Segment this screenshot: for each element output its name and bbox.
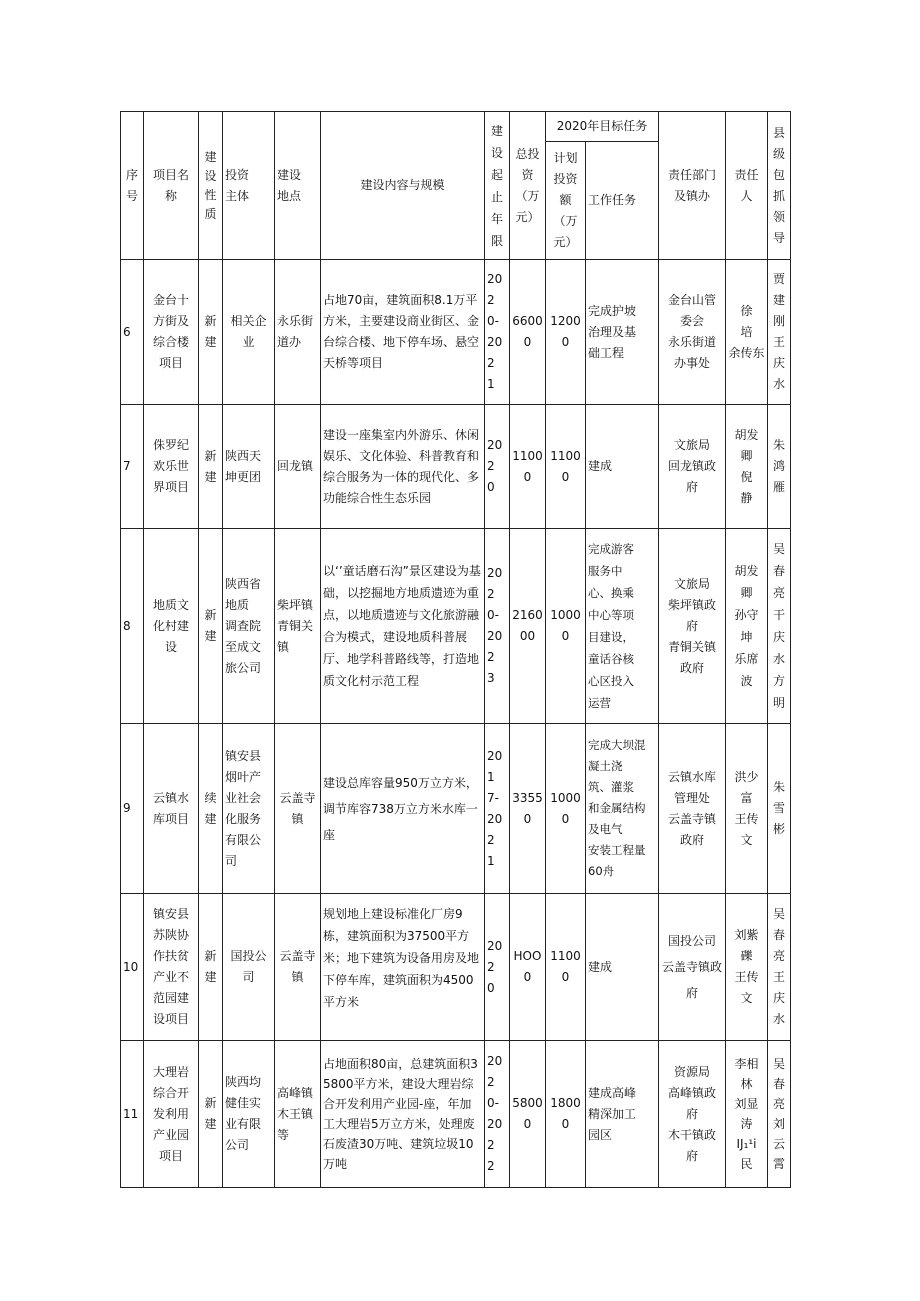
cell-period: 201 7- 202 1 bbox=[485, 724, 510, 894]
project-table bbox=[120, 111, 791, 1188]
cell-content: 占地面积80亩，总建筑面积35800平方米，建设大理岩综合开发利用产业园-座，年加工大理岩5万立方米，处理废石废渣30万吨、建筑垃圾10万吨 bbox=[321, 1041, 485, 1188]
table-row bbox=[121, 894, 791, 1041]
cell-dept: 资源局 高峰镇政 府 木干镇政 府 bbox=[659, 1041, 726, 1188]
cell-total: 3355 0 bbox=[510, 724, 546, 894]
cell-seq: 9 bbox=[121, 724, 144, 894]
cell-seq: 6 bbox=[121, 260, 144, 405]
cell-period: 202 0 bbox=[485, 894, 510, 1041]
cell-total: 6600 0 bbox=[510, 260, 546, 405]
cell-name: 大理岩 综合开 发利用 产业园 项目 bbox=[144, 1041, 199, 1188]
cell-task: 建成高峰 精深加工 园区 bbox=[586, 1041, 659, 1188]
header-dept: 责任部门 及镇办 bbox=[659, 112, 726, 260]
header-investor: 投资 主体 bbox=[223, 112, 275, 260]
cell-name: 云镇水 库项目 bbox=[144, 724, 199, 894]
header-name: 项目名 称 bbox=[144, 112, 199, 260]
cell-content bbox=[321, 894, 485, 1041]
cell-period: 202 0- 202 2 bbox=[485, 1041, 510, 1188]
table-row bbox=[121, 724, 791, 894]
cell-content: 建设一座集室内外游乐、休闲娱乐、文化体验、科普教育和综合服务为一体的现代化、多功能综合性生态乐园 bbox=[321, 405, 485, 529]
cell-nature: 新 建 bbox=[199, 894, 223, 1041]
cell-task: 完成游客 服务中 心、换乘 中心等项 目建设， 童话谷核 心区投入 运营 bbox=[586, 529, 659, 724]
cell-investor: 镇安县 烟叶产 业社会 化服务 有限公 司 bbox=[223, 724, 275, 894]
cell-seq: 7 bbox=[121, 405, 144, 529]
cell-planned: 12000 bbox=[546, 260, 586, 405]
cell-leader: 吴 春 亮 干 庆 水 方 明 bbox=[768, 529, 791, 724]
header-planned: 计划 投资 额 （万 元） bbox=[546, 142, 586, 260]
cell-name: 侏罗纪 欢乐世 界项目 bbox=[144, 405, 199, 529]
cell-task: 建成 bbox=[586, 405, 659, 529]
cell-investor: 相关企 业 bbox=[223, 260, 275, 405]
cell-dept: 国投公司 云盖寺镇政 府 bbox=[659, 894, 726, 1041]
cell-total: 5800 0 bbox=[510, 1041, 546, 1188]
cell-total: 1100 0 bbox=[510, 405, 546, 529]
cell-nature: 新 建 bbox=[199, 529, 223, 724]
table-row bbox=[121, 405, 791, 529]
cell-planned: 11000 bbox=[546, 894, 586, 1041]
cell-person: 胡发 卿 倪 静 bbox=[726, 405, 768, 529]
header-nature: 建 设 性 质 bbox=[199, 112, 223, 260]
cell-leader: 朱 雪彬 bbox=[768, 724, 791, 894]
cell-content: 以‘’童话磨石沟”景区建设为基础，以挖掘地方地质遗迹为重点，以地质遗迹与文化旅游融合为模式，建设地质科普展厅、地学科普路线等，打造地质文化村示范工程 bbox=[321, 529, 485, 724]
cell-period: 202 0- 202 3 bbox=[485, 529, 510, 724]
cell-person: 刘紫 礫 王传 文 bbox=[726, 894, 768, 1041]
cell-location: 云盖寺 镇 bbox=[275, 894, 321, 1041]
cell-investor: 国投公 司 bbox=[223, 894, 275, 1041]
cell-dept: 金台山管 委会 永乐街道 办事处 bbox=[659, 260, 726, 405]
header-leader: 县 级 包 抓 领 导 bbox=[768, 112, 791, 260]
cell-total: HOO 0 bbox=[510, 894, 546, 1041]
cell-planned: 11000 bbox=[546, 405, 586, 529]
cell-investor: 陕西省 地质 调查院 至成文 旅公司 bbox=[223, 529, 275, 724]
cell-investor: 陕西天 坤更团 bbox=[223, 405, 275, 529]
cell-dept: 云镇水库 管理处 云盖寺镇 政府 bbox=[659, 724, 726, 894]
cell-person: 洪少 富 王传 文 bbox=[726, 724, 768, 894]
header-content: 建设内容与规模 bbox=[321, 112, 485, 260]
cell-nature: 新 建 bbox=[199, 260, 223, 405]
cell-location: 高峰镇 木王镇 等 bbox=[275, 1041, 321, 1188]
cell-planned: 18000 bbox=[546, 1041, 586, 1188]
cell-seq: 10 bbox=[121, 894, 144, 1041]
cell-seq: 8 bbox=[121, 529, 144, 724]
cell-nature: 新 建 bbox=[199, 405, 223, 529]
table-header-row bbox=[121, 112, 791, 142]
header-total: 总投 资 （万 元） bbox=[510, 112, 546, 260]
cell-name: 地质文 化村建 设 bbox=[144, 529, 199, 724]
cell-location: 柴坪镇 青铜关 镇 bbox=[275, 529, 321, 724]
cell-person: 李相 林 刘显 涛 IJ₁¹i 民 bbox=[726, 1041, 768, 1188]
cell-location: 回龙镇 bbox=[275, 405, 321, 529]
header-target-group: 2020年目标任务 bbox=[546, 112, 659, 142]
cell-seq: 11 bbox=[121, 1041, 144, 1188]
header-task: 工作任务 bbox=[586, 142, 659, 260]
cell-leader: 朱 鸿 雁 bbox=[768, 405, 791, 529]
header-location: 建设 地点 bbox=[275, 112, 321, 260]
cell-period: 202 0- 202 1 bbox=[485, 260, 510, 405]
cell-content: 建设总库容量950万立方米，调节库容738万立方米水库一座 bbox=[321, 724, 485, 894]
cell-person: 胡发 卿 孙守 坤 乐席 波 bbox=[726, 529, 768, 724]
cell-period: 202 0 bbox=[485, 405, 510, 529]
cell-task: 建成 bbox=[586, 894, 659, 1041]
cell-dept: 文旅局 柴坪镇政 府 青铜关镇 政府 bbox=[659, 529, 726, 724]
table-row bbox=[121, 260, 791, 405]
header-person: 责任 人 bbox=[726, 112, 768, 260]
cell-leader: 吴 春 亮 王 庆 水 bbox=[768, 894, 791, 1041]
cell-investor: 陕西均 健佳实 业有限 公司 bbox=[223, 1041, 275, 1188]
cell-person: 徐 培 余传东 bbox=[726, 260, 768, 405]
cell-dept: 文旅局 回龙镇政 府 bbox=[659, 405, 726, 529]
header-seq: 序 号 bbox=[121, 112, 144, 260]
cell-nature: 续 建 bbox=[199, 724, 223, 894]
cell-location: 永乐街 道办 bbox=[275, 260, 321, 405]
table-row bbox=[121, 1041, 791, 1188]
cell-planned: 10000 bbox=[546, 724, 586, 894]
cell-nature: 新 建 bbox=[199, 1041, 223, 1188]
cell-leader: 吴 春 亮 刘 云 霄 bbox=[768, 1041, 791, 1188]
cell-location: 云盖寺 镇 bbox=[275, 724, 321, 894]
cell-name: 镇安县 苏陕协 作扶贫 产业不 范园建 设项目 bbox=[144, 894, 199, 1041]
header-period: 建 设 起 止 年 限 bbox=[485, 112, 510, 260]
cell-total: 2160 00 bbox=[510, 529, 546, 724]
cell-planned: 10000 bbox=[546, 529, 586, 724]
content-text: 规划地上建设标准化厂房9栋，建筑面积为37500平方米；地下建筑为设备用房及地下停车库，建筑面积为4500平方米 bbox=[323, 907, 480, 1009]
cell-name: 金台十 方街及 综合楼 项目 bbox=[144, 260, 199, 405]
cell-leader: 贾 建 刚 王庆 水 bbox=[768, 260, 791, 405]
cell-task: 完成大坝混 凝土浇 筑、灌浆 和金属结构 及电气 安装工程量 60舟 bbox=[586, 724, 659, 894]
cell-task: 完成护坡 治理及基 础工程 bbox=[586, 260, 659, 405]
cell-content: 占地70亩，建筑面积8.1万平方米，主要建设商业街区、金台综合楼、地下停车场、悬空天桥等项目 bbox=[321, 260, 485, 405]
table-row bbox=[121, 529, 791, 724]
